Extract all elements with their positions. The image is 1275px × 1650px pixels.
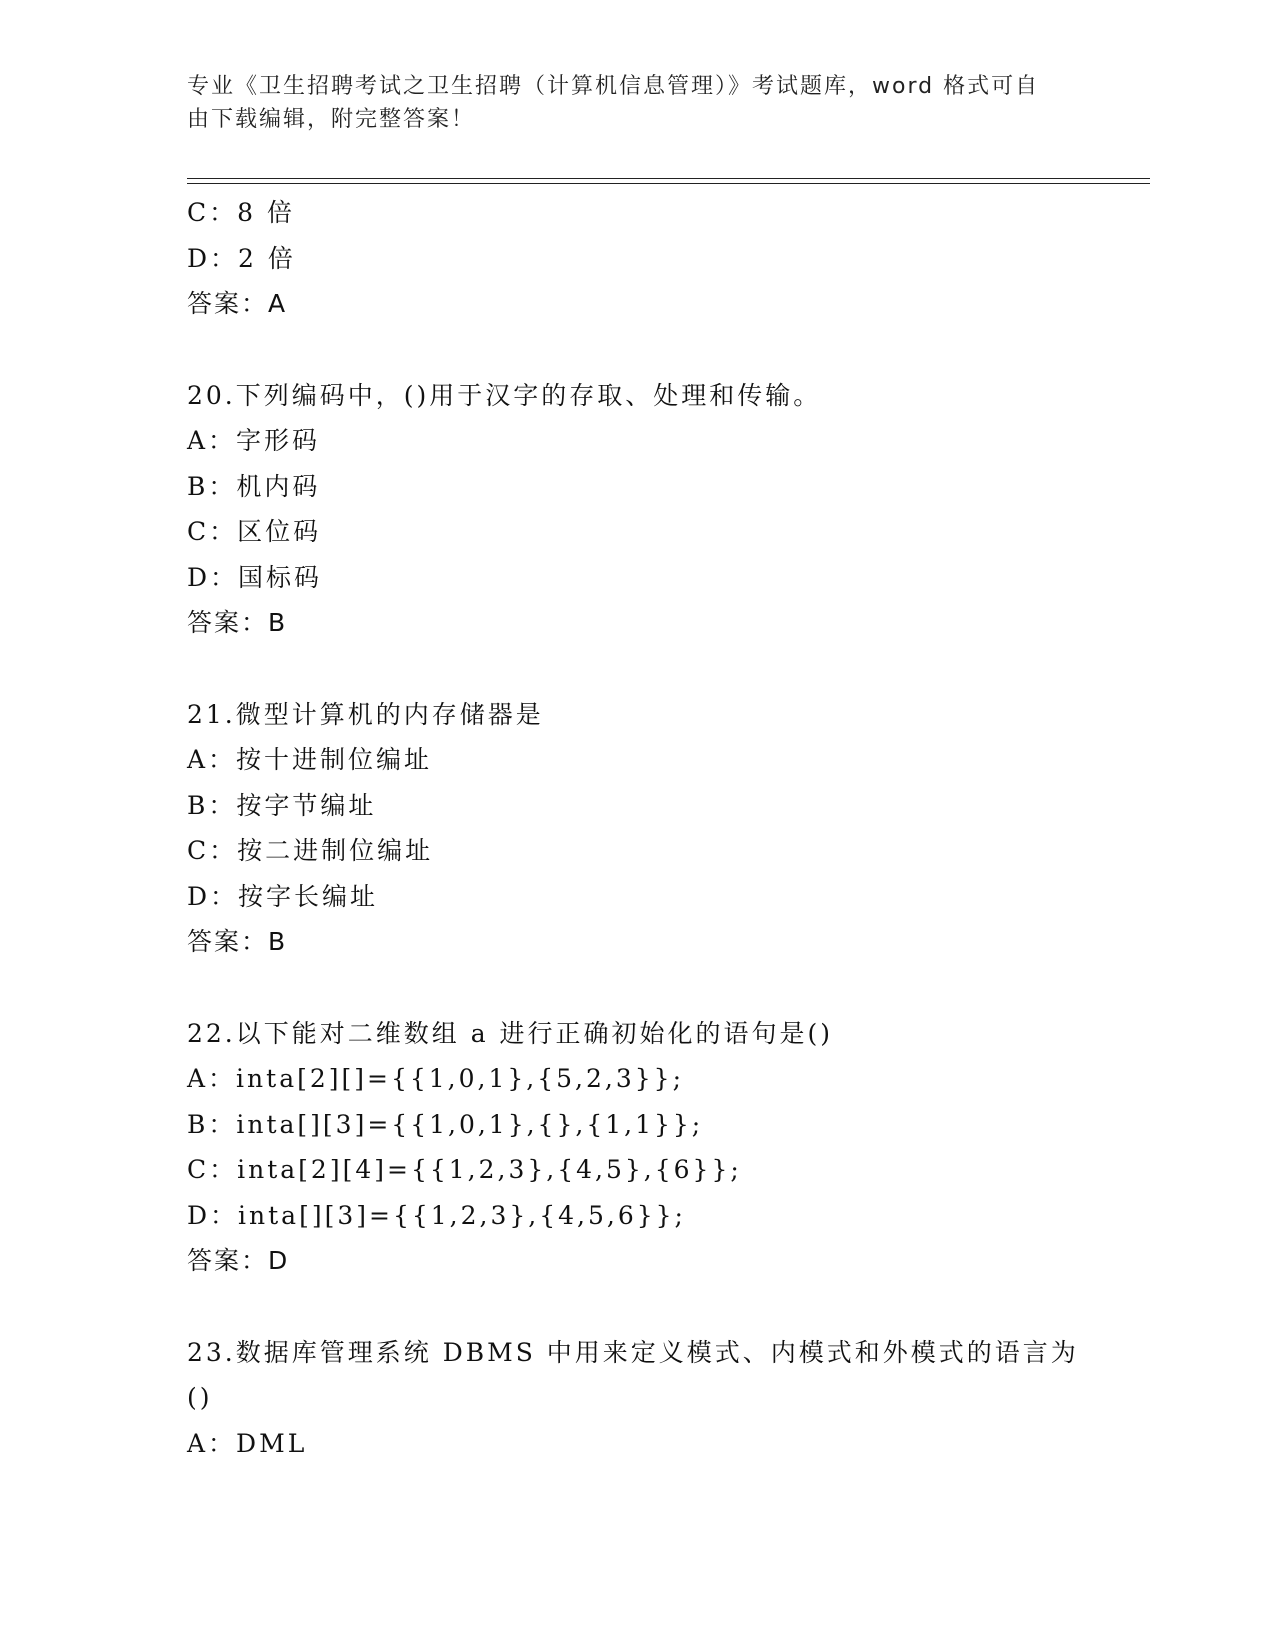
question-stem: 21.微型计算机的内存储器是 <box>187 699 544 729</box>
question-20 <box>187 373 1087 646</box>
option-c: C：区位码 <box>187 517 322 546</box>
option-d: D：国标码 <box>187 562 323 592</box>
question-stem-line-2: () <box>187 1383 213 1412</box>
answer: 答案：B <box>187 608 288 637</box>
option-a: A：字形码 <box>187 426 321 455</box>
question-22 <box>187 1011 1087 1284</box>
option-a: A：inta[2][]={{1,0,1},{5,2,3}}; <box>187 1064 684 1093</box>
option-d: D：按字长编址 <box>187 881 379 911</box>
option-b: B：机内码 <box>187 471 321 501</box>
option-c: C：按二进制位编址 <box>187 836 434 865</box>
option-c: C：inta[2][4]={{1,2,3},{4,5},{6}}; <box>187 1155 742 1184</box>
header-line-2: 由下载编辑，附完整答案！ <box>187 107 476 132</box>
question-stem: 22.以下能对二维数组 a 进行正确初始化的语句是() <box>187 1018 834 1048</box>
answer: 答案：A <box>187 289 288 318</box>
question-21 <box>187 692 1087 965</box>
document-header <box>187 70 1067 136</box>
question-stem: 20.下列编码中，()用于汉字的存取、处理和传输。 <box>187 380 822 410</box>
option-a: A：按十进制位编址 <box>187 745 433 774</box>
answer: 答案：B <box>187 927 288 956</box>
answer: 答案：D <box>187 1246 290 1275</box>
question-23 <box>187 1330 1087 1467</box>
question-list <box>187 190 1087 1466</box>
option-b: B：按字节编址 <box>187 790 377 820</box>
option-b: B：inta[][3]={{1,0,1},{},{1,1}}; <box>187 1109 704 1139</box>
header-line-1: 专业《卫生招聘考试之卫生招聘（计算机信息管理）》考试题库，word 格式可自 <box>187 74 1040 99</box>
header-divider-top <box>187 178 1150 179</box>
header-divider-bottom <box>187 183 1150 184</box>
question-stem-line-1: 23.数据库管理系统 DBMS 中用来定义模式、内模式和外模式的语言为 <box>187 1337 1079 1367</box>
option-a: A：DML <box>187 1428 308 1458</box>
option-d: D：inta[][3]={{1,2,3},{4,5,6}}; <box>187 1200 686 1230</box>
option-d: D：2 倍 <box>187 243 296 273</box>
option-c: C：8 倍 <box>187 198 295 227</box>
question-19-continued <box>187 190 1087 327</box>
